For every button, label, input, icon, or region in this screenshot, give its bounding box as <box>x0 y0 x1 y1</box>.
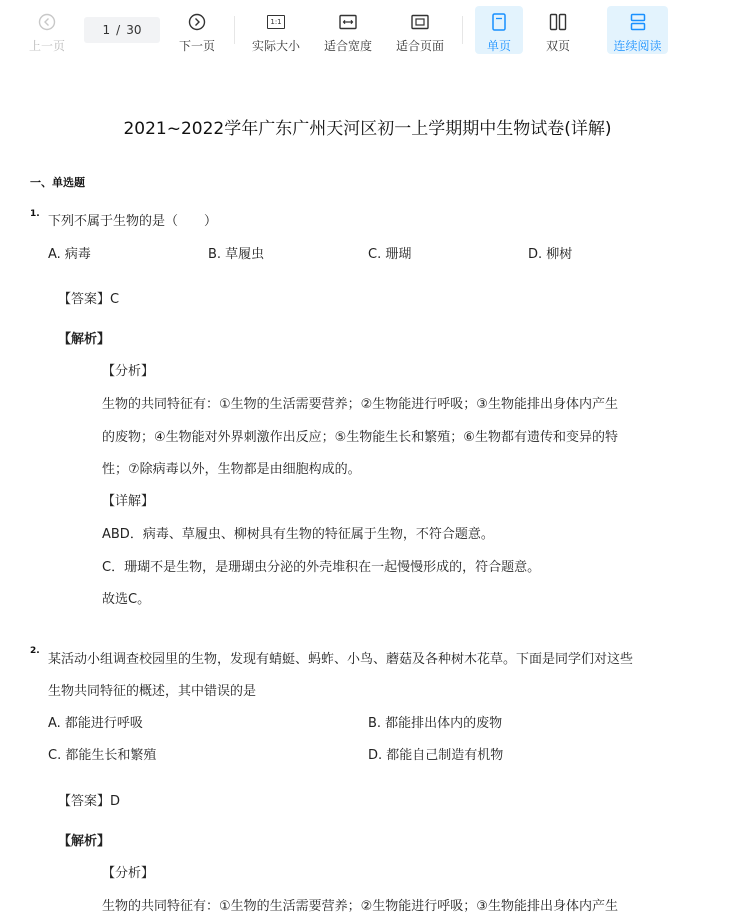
question-1-option-c: C. 珊瑚 <box>368 247 412 262</box>
question-2-analysis-label: 【解析】 <box>58 834 111 849</box>
question-1-option-b: B. 草履虫 <box>208 247 265 262</box>
next-page-button[interactable] <box>172 6 222 54</box>
prev-page-button[interactable] <box>22 6 72 54</box>
question-2-option-b: B. 都能排出体内的废物 <box>368 716 503 731</box>
fit-width-icon <box>337 11 359 33</box>
next-page-label: 下一页 <box>178 39 215 53</box>
question-1-option-a: A. 病毒 <box>48 247 91 262</box>
viewer-toolbar <box>0 0 735 60</box>
single-page-label: 单页 <box>486 39 511 53</box>
question-1-number: 1. <box>30 209 40 219</box>
actual-size-button[interactable] <box>246 6 306 54</box>
prev-page-label: 上一页 <box>28 39 65 53</box>
continuous-reading-label: 连续阅读 <box>613 39 662 53</box>
question-1-stem: 下列不属于生物的是（ ） <box>48 214 218 229</box>
question-1-analysis-label: 【解析】 <box>58 332 111 347</box>
question-1-fenxi-line: 的废物；④生物能对外界刺激作出反应；⑤生物能生长和繁殖；⑥生物都有遗传和变异的特 <box>102 430 618 445</box>
fit-page-label: 适合页面 <box>395 39 444 53</box>
chevron-left-circle-icon <box>36 11 58 33</box>
actual-size-label: 实际大小 <box>251 39 300 53</box>
question-2-number: 2. <box>30 646 40 656</box>
question-1-xiangjie-line: ABD．病毒、草履虫、柳树具有生物的特征属于生物，不符合题意。 <box>102 527 494 542</box>
question-2-fenxi-label: 【分析】 <box>102 866 155 881</box>
continuous-reading-button[interactable] <box>607 6 668 54</box>
question-1-option-d: D. 柳树 <box>528 247 573 262</box>
double-page-icon <box>547 11 569 33</box>
page-total: 30 <box>126 23 142 37</box>
double-page-button[interactable] <box>534 6 582 54</box>
fit-page-button[interactable] <box>390 6 450 54</box>
question-2-stem-line: 生物共同特征的概述，其中错误的是 <box>48 684 257 699</box>
page-separator: / <box>116 23 121 37</box>
question-1-answer: 【答案】C <box>58 292 120 307</box>
fit-page-icon <box>409 11 431 33</box>
question-2-option-d: D. 都能自己制造有机物 <box>368 748 504 763</box>
question-2-stem-line: 某活动小组调查校园里的生物，发现有蜻蜓、蚂蚱、小鸟、蘑菇及各种树木花草。下面是同学们对这些 <box>48 652 634 667</box>
double-page-label: 双页 <box>545 39 570 53</box>
fit-width-button[interactable] <box>318 6 378 54</box>
question-1-fenxi-label: 【分析】 <box>102 364 155 379</box>
toolbar-divider <box>462 16 463 44</box>
section-heading: 一、单选题 <box>30 176 85 189</box>
page-current: 1 <box>102 23 111 37</box>
single-page-icon <box>488 11 510 33</box>
document-title: 2021~2022学年广东广州天河区初一上学期期中生物试卷(详解) <box>123 119 612 139</box>
question-2-fenxi-line: 生物的共同特征有：①生物的生活需要营养；②生物能进行呼吸；③生物能排出身体内产生 <box>102 899 618 914</box>
question-1-fenxi-line: 生物的共同特征有：①生物的生活需要营养；②生物能进行呼吸；③生物能排出身体内产生 <box>102 397 618 412</box>
continuous-reading-icon <box>627 11 649 33</box>
question-1-xiangjie-line: 故选C。 <box>102 592 151 607</box>
fit-width-label: 适合宽度 <box>323 39 372 53</box>
question-2-answer: 【答案】D <box>58 794 121 809</box>
chevron-right-circle-icon <box>186 11 208 33</box>
toolbar-divider <box>234 16 235 44</box>
question-1-xiangjie-label: 【详解】 <box>102 494 155 509</box>
actual-size-icon <box>265 11 287 33</box>
single-page-button[interactable] <box>475 6 523 54</box>
actual-size-glyph: 1:1 <box>267 15 285 29</box>
question-1-xiangjie-line: C．珊瑚不是生物，是珊瑚虫分泌的外壳堆积在一起慢慢形成的，符合题意。 <box>102 560 541 575</box>
question-2-option-c: C. 都能生长和繁殖 <box>48 748 157 763</box>
page-number-input[interactable] <box>84 17 160 43</box>
question-2-option-a: A. 都能进行呼吸 <box>48 716 143 731</box>
question-1-fenxi-line: 性；⑦除病毒以外，生物都是由细胞构成的。 <box>102 462 361 477</box>
